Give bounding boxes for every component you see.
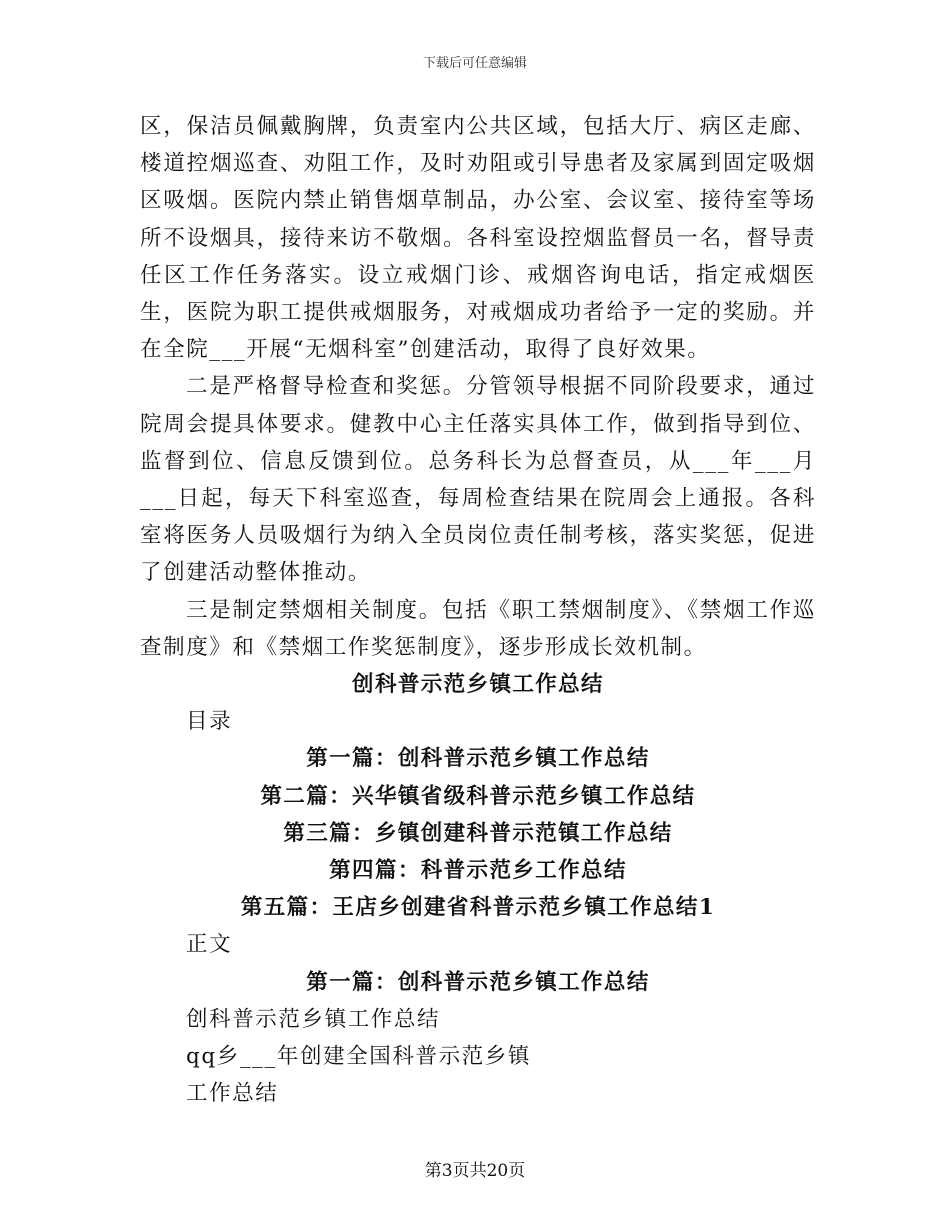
body-paragraph-2: 二是严格督导检查和奖惩。分管领导根据不同阶段要求，通过院周会提具体要求。健教中心主任落实具体工作，做到指导到位、监督到位、信息反馈到位。总务科长为总督查员，从___年___月___日起，每天下科室巡查，每周检查结果在院周会上通报。各科室将医务人员吸烟行为纳入全员岗位责任制考核，落实奖惩，促进了创建活动整体推动。 bbox=[140, 374, 816, 586]
toc-item: 第四篇：科普示范乡工作总结 bbox=[329, 858, 627, 884]
document-title: 创科普示范乡镇工作总结 bbox=[352, 672, 604, 698]
body-paragraph-1: 区，保洁员佩戴胸牌，负责室内公共区域，包括大厅、病区走廊、楼道控烟巡查、劝阻工作，及时劝阻或引导患者及家属到固定吸烟区吸烟。医院内禁止销售烟草制品，办公室、会议室、接待室等场所不设烟具，接待来访不敬烟。各科室设控烟监督员一名，督导责任区工作任务落实。设立戒烟门诊、戒烟咨询电话，指定戒烟医生，医院为职工提供戒烟服务，对戒烟成功者给予一定的奖励。并在全院___开展“无烟科室”创建活动，取得了良好效果。 bbox=[140, 114, 816, 363]
toc-item: 第三篇：乡镇创建科普示范镇工作总结 bbox=[283, 820, 673, 846]
section-subtitle-line: 工作总结 bbox=[186, 1081, 279, 1107]
toc-item: 第一篇：创科普示范乡镇工作总结 bbox=[306, 746, 650, 772]
toc-item: 第五篇：王店乡创建省科普示范乡镇工作总结1 bbox=[240, 895, 716, 921]
toc-item: 第二篇：兴华镇省级科普示范乡镇工作总结 bbox=[260, 783, 696, 809]
table-of-contents bbox=[140, 740, 816, 926]
section-subtitle-line: qq乡___年创建全国科普示范乡镇 bbox=[186, 1044, 531, 1070]
page-header: 下载后可任意编辑 bbox=[422, 56, 527, 71]
section-heading: 第一篇：创科普示范乡镇工作总结 bbox=[306, 969, 650, 995]
page-number: 第3页共20页 bbox=[424, 1161, 526, 1181]
section-title-line: 创科普示范乡镇工作总结 bbox=[186, 1006, 441, 1032]
body-label: 正文 bbox=[186, 932, 233, 958]
body-paragraph-3: 三是制定禁烟相关制度。包括《职工禁烟制度》、《禁烟工作巡查制度》和《禁烟工作奖惩制度》，逐步形成长效机制。 bbox=[140, 597, 816, 660]
document-body bbox=[140, 108, 816, 1112]
toc-label: 目录 bbox=[186, 709, 233, 735]
